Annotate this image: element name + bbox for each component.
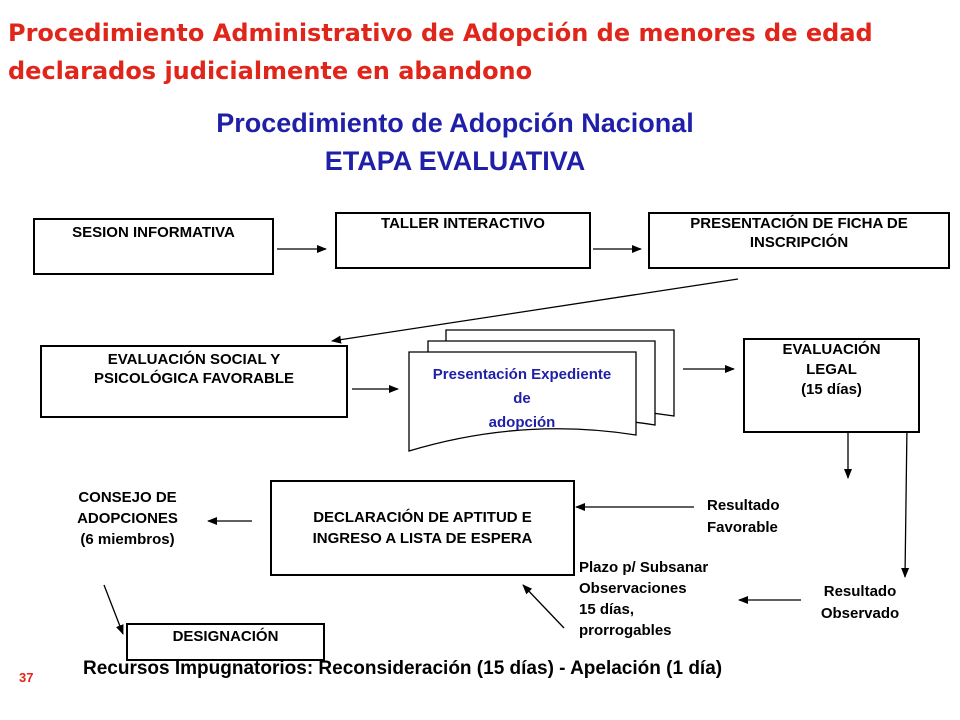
taller-label: TALLER INTERACTIVO xyxy=(381,215,545,232)
observado-line-1: Resultado xyxy=(823,583,897,600)
arrow-plazo-declaracion xyxy=(523,585,564,628)
consejo-adopciones xyxy=(50,487,205,550)
expediente-line-1: Presentación Expediente xyxy=(432,366,612,383)
designacion-label: DESIGNACIÓN xyxy=(172,628,279,645)
diagram-subtitle: ETAPA EVALUATIVA xyxy=(324,146,586,176)
header-line-1: Procedimiento Administrativo de Adopción de menores de edad xyxy=(8,19,873,47)
favorable-line-1: Resultado xyxy=(707,497,780,514)
recursos-impugnatorios: Recursos Impugnatorios: Reconsideración (15 días) - Apelación (1 día) xyxy=(83,658,723,679)
eval-legal-line-2: LEGAL xyxy=(806,361,857,378)
step-sesion-informativa xyxy=(33,218,274,275)
arrow-consejo-designacion xyxy=(104,585,123,634)
observado-line-2: Observado xyxy=(820,605,900,622)
step-evaluacion-legal xyxy=(743,338,920,433)
resultado-observado xyxy=(800,581,920,625)
favorable-line-2: Favorable xyxy=(707,519,778,536)
plazo-subsanar xyxy=(579,557,769,641)
diagram-title: Procedimiento de Adopción Nacional xyxy=(216,108,694,138)
sesion-label: SESION INFORMATIVA xyxy=(72,224,235,241)
eval-legal-line-1: EVALUACIÓN xyxy=(782,341,881,358)
eval-legal-line-3: (15 días) xyxy=(801,381,862,398)
step-ficha-inscripcion xyxy=(648,212,950,269)
expediente-document-stack xyxy=(409,330,674,451)
arrow-eval-legal-observado xyxy=(905,425,907,577)
consejo-line-2: ADOPCIONES xyxy=(77,510,178,527)
expediente-line-3: adopción xyxy=(488,414,556,431)
plazo-line-3: 15 días, xyxy=(579,601,635,618)
step-declaracion-aptitud xyxy=(270,480,575,576)
page-number: 37 xyxy=(19,670,34,685)
declaracion-line-2: INGRESO A LISTA DE ESPERA xyxy=(312,530,533,547)
eval-social-line-2: PSICOLÓGICA FAVORABLE xyxy=(93,370,294,387)
expediente-line-2: de xyxy=(513,390,531,407)
step-taller-interactivo xyxy=(335,212,591,269)
plazo-line-2: Observaciones xyxy=(579,580,687,597)
declaracion-line-1: DECLARACIÓN DE APTITUD E xyxy=(313,509,532,526)
resultado-favorable xyxy=(707,495,827,539)
header-line-2: declarados judicialmente en abandono xyxy=(8,57,533,85)
consejo-line-1: CONSEJO DE xyxy=(78,489,177,506)
plazo-line-4: prorrogables xyxy=(579,622,672,639)
step-evaluacion-social xyxy=(40,345,348,418)
plazo-line-1: Plazo p/ Subsanar xyxy=(579,559,709,576)
ficha-line-2: INSCRIPCIÓN xyxy=(749,234,849,251)
eval-social-line-1: EVALUACIÓN SOCIAL Y xyxy=(107,351,281,368)
consejo-line-3: (6 miembros) xyxy=(80,531,175,548)
ficha-line-1: PRESENTACIÓN DE FICHA DE xyxy=(690,215,908,232)
